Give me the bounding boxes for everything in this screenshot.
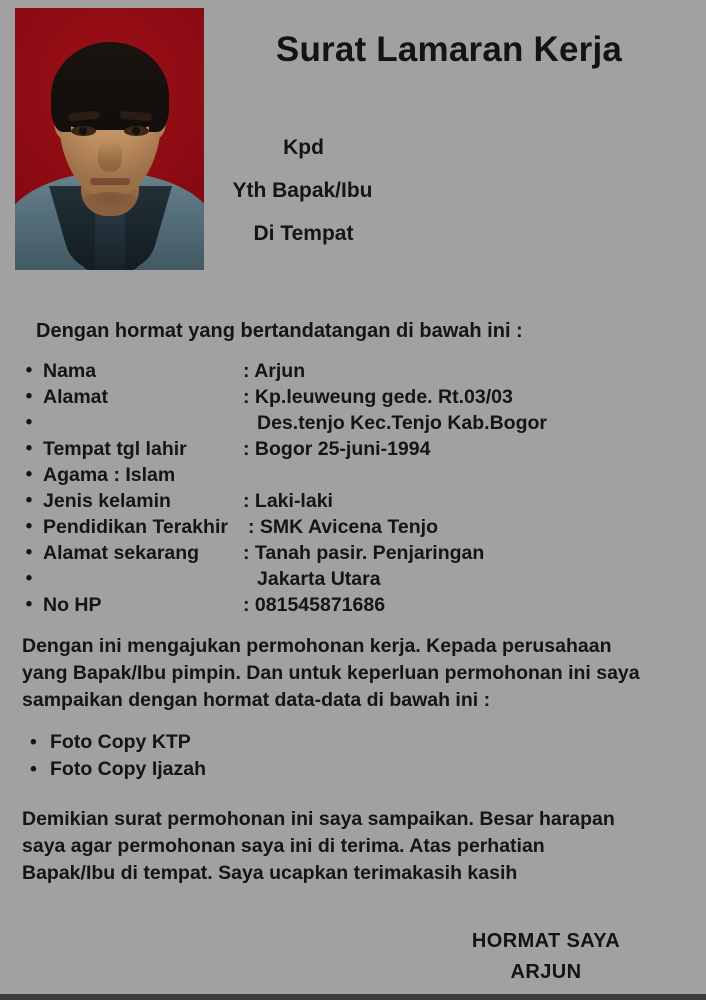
data-row — [19, 566, 679, 592]
signature-label: HORMAT SAYA — [471, 930, 621, 952]
bullet-icon: • — [30, 731, 37, 753]
bullet-icon: • — [25, 516, 33, 537]
data-label: Alamat — [43, 386, 109, 408]
bullet-icon: • — [25, 568, 33, 589]
data-row — [19, 384, 679, 410]
data-label: Pendidikan Terakhir — [43, 516, 228, 538]
data-value: Des.tenjo Kec.Tenjo Kab.Bogor — [257, 412, 548, 434]
attachment-item — [28, 756, 206, 783]
data-row — [19, 462, 679, 488]
data-value: Jakarta Utara — [257, 568, 381, 590]
applicant-photo — [15, 8, 204, 270]
data-row — [19, 436, 679, 462]
bullet-icon: • — [25, 594, 33, 615]
data-row — [19, 514, 679, 540]
photo-eye-left — [71, 126, 96, 136]
attachment-label: Foto Copy KTP — [50, 731, 191, 753]
intro-line: Dengan hormat yang bertandatangan di bawah ini : — [36, 320, 523, 342]
data-label: Tempat tgl lahir — [43, 438, 187, 460]
bullet-icon: • — [25, 360, 33, 381]
data-label: Alamat sekarang — [43, 542, 200, 564]
data-label: No HP — [43, 594, 102, 616]
data-row — [19, 488, 679, 514]
signature-name: ARJUN — [510, 961, 582, 983]
data-row — [19, 410, 679, 436]
data-label: Agama : Islam — [43, 464, 176, 486]
signature-block — [436, 926, 656, 988]
data-row — [19, 592, 679, 618]
data-value: : 081545871686 — [243, 594, 386, 616]
bullet-icon: • — [25, 464, 33, 485]
bullet-icon: • — [30, 758, 37, 780]
document-title: Surat Lamaran Kerja — [275, 30, 623, 69]
bullet-icon: • — [25, 386, 33, 407]
bottom-edge-strip — [0, 994, 706, 1000]
data-value: : Kp.leuweung gede. Rt.03/03 — [243, 386, 513, 408]
recipient-line-1: Kpd — [283, 136, 324, 159]
photo-nose — [98, 140, 122, 172]
photo-mouth — [90, 178, 130, 185]
photo-chin-shadow — [79, 192, 141, 214]
data-value: : Laki-laki — [243, 490, 333, 512]
photo-eye-right — [124, 126, 149, 136]
bullet-icon: • — [25, 438, 33, 459]
data-label: Nama — [43, 360, 97, 382]
data-label: Jenis kelamin — [43, 490, 171, 512]
attachment-item — [28, 729, 206, 756]
attachment-label: Foto Copy Ijazah — [50, 758, 206, 780]
data-value: : Arjun — [243, 360, 306, 382]
bullet-icon: • — [25, 542, 33, 563]
attachment-list — [28, 729, 206, 783]
data-row — [19, 540, 679, 566]
recipient-line-2: Yth Bapak/Ibu — [232, 179, 373, 202]
body-paragraph-1: Dengan ini mengajukan permohonan kerja. Kepada perusahaan yang Bapak/Ibu pimpin. Dan untuk keperluan permohonan ini saya sampaikan dengan hormat data-data di bawah ini : — [22, 635, 640, 711]
body-paragraph-2: Demikian surat permohonan ini saya sampaikan. Besar harapan saya agar permohonan saya ini di terima. Atas perhatian Bapak/Ibu di tempat. Saya ucapkan terimakasih kasih — [22, 808, 615, 884]
bullet-icon: • — [25, 412, 33, 433]
data-value: : SMK Avicena Tenjo — [248, 516, 438, 538]
personal-data-list — [19, 358, 679, 618]
recipient-line-3: Di Tempat — [253, 222, 354, 245]
bullet-icon: • — [25, 490, 33, 511]
data-value: : Bogor 25-juni-1994 — [243, 438, 431, 460]
recipient-block — [190, 126, 415, 255]
data-row — [19, 358, 679, 384]
data-value: : Tanah pasir. Penjaringan — [243, 542, 485, 564]
